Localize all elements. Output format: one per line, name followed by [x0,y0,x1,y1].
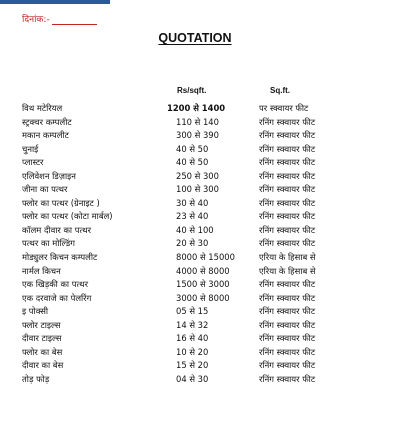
row-unit: रनिंग स्क्वायर फीट [259,170,316,181]
row-rate: 8000 से 15000 [176,252,235,263]
row-rate: 16 से 40 [176,333,209,344]
column-header-unit: Sq.ft. [270,86,290,95]
row-unit: रनिंग स्क्वायर फीट [259,238,316,249]
row-rate: 100 से 300 [176,184,219,195]
quotation-row [0,332,400,346]
quotation-row [0,183,400,197]
row-rate: 40 से 50 [176,143,209,154]
row-rate: 30 से 40 [176,197,209,208]
row-unit: रनिंग स्क्वायर फीट [259,279,316,290]
row-unit: एरिया के हिसाब से [259,252,316,263]
row-item: पत्थर का मोल्डिंग [22,238,75,249]
row-unit: रनिंग स्क्वायर फीट [259,116,316,127]
quotation-row [0,251,400,265]
row-item: एलिवेशन डिज़ाइन [22,170,76,181]
row-item: एक दरवाजे का पेलरिंग [22,292,92,303]
row-item: फ्लोर टाइल्स [22,319,61,330]
row-rate: 15 से 20 [176,360,209,371]
quotation-row [0,305,400,319]
row-rate: 23 से 40 [176,211,209,222]
quotation-row [0,373,400,387]
page-title: QUOTATION [158,31,232,45]
quotation-row [0,210,400,224]
row-rate: 1200 से 1400 [167,103,226,113]
row-unit: रनिंग स्क्वायर फीट [259,130,316,141]
row-unit: रनिंग स्क्वायर फीट [259,197,316,208]
row-item: इ पोक्सी [22,306,49,317]
quotation-row [0,129,400,143]
row-rate: 3000 से 8000 [176,292,230,303]
row-rate: 1500 से 3000 [176,279,230,290]
quotation-row [0,156,400,170]
quotation-row [0,292,400,306]
row-item: कॉलम दीवार का पत्थर [22,224,92,235]
quotation-row [0,319,400,333]
row-item: तोड़ फोड़ [22,373,50,384]
quotation-row [0,265,400,279]
row-unit: रनिंग स्क्वायर फीट [259,319,316,330]
date-blank-field [52,16,97,25]
quotation-row [0,278,400,292]
row-item: एक खिड़की का पत्थर [22,279,89,290]
row-rate: 40 से 100 [176,224,214,235]
row-item: प्लास्टर [22,157,44,168]
row-unit: रनिंग स्क्वायर फीट [259,143,316,154]
row-unit: रनिंग स्क्वायर फीट [259,373,316,384]
quotation-row [0,359,400,373]
row-rate: 20 से 30 [176,238,209,249]
row-item: जीना का पत्थर [22,184,68,195]
quotation-row [0,197,400,211]
quotation-row [0,143,400,157]
row-rate: 250 से 300 [176,170,219,181]
quotation-row [0,237,400,251]
row-rate: 04 से 30 [176,373,209,384]
quotation-row [0,224,400,238]
row-rate: 14 से 32 [176,319,209,330]
quotation-row [0,346,400,360]
quotation-list [0,102,400,386]
row-item: स्ट्रक्चर कम्पलीट [22,116,72,127]
page-title-container [0,31,400,45]
row-item: दीवार का बेस [22,360,64,371]
row-unit: रनिंग स्क्वायर फीट [259,360,316,371]
row-rate: 110 से 140 [176,116,219,127]
row-unit: रनिंग स्क्वायर फीट [259,184,316,195]
row-unit: एरिया के हिसाब से [259,265,316,276]
row-rate: 10 से 20 [176,346,209,357]
row-unit: पर स्क्वायर फीट [259,103,309,113]
date-label: दिनांक:- [22,15,50,25]
row-rate: 40 से 50 [176,157,209,168]
row-unit: रनिंग स्क्वायर फीट [259,306,316,317]
quotation-row [0,170,400,184]
date-line [22,12,97,25]
row-item: चुनाई [22,143,39,154]
quotation-row [0,102,400,116]
row-item: फ्लोर का बेस [22,346,63,357]
header-accent-bar [0,0,110,4]
row-unit: रनिंग स्क्वायर फीट [259,224,316,235]
row-item: फ्लोर का पत्थर (ग्रेनाइट ) [22,197,100,208]
row-unit: रनिंग स्क्वायर फीट [259,157,316,168]
row-unit: रनिंग स्क्वायर फीट [259,346,316,357]
row-item: दीवार टाइल्स [22,333,62,344]
row-rate: 05 से 15 [176,306,209,317]
row-item: नार्मल किचन [22,265,61,276]
row-unit: रनिंग स्क्वायर फीट [259,211,316,222]
row-item: मकान कम्पलीट [22,130,69,141]
row-item: मोड्युलर किचन कम्पलीट [22,252,98,263]
row-item: फ्लोर का पत्थर (कोटा मार्बल) [22,211,113,222]
row-rate: 4000 से 8000 [176,265,230,276]
row-rate: 300 से 390 [176,130,219,141]
row-item: विथ मटेरियल [22,103,63,113]
column-header-rate: Rs/sqft. [177,86,207,95]
row-unit: रनिंग स्क्वायर फीट [259,292,316,303]
row-unit: रनिंग स्क्वायर फीट [259,333,316,344]
quotation-row [0,116,400,130]
